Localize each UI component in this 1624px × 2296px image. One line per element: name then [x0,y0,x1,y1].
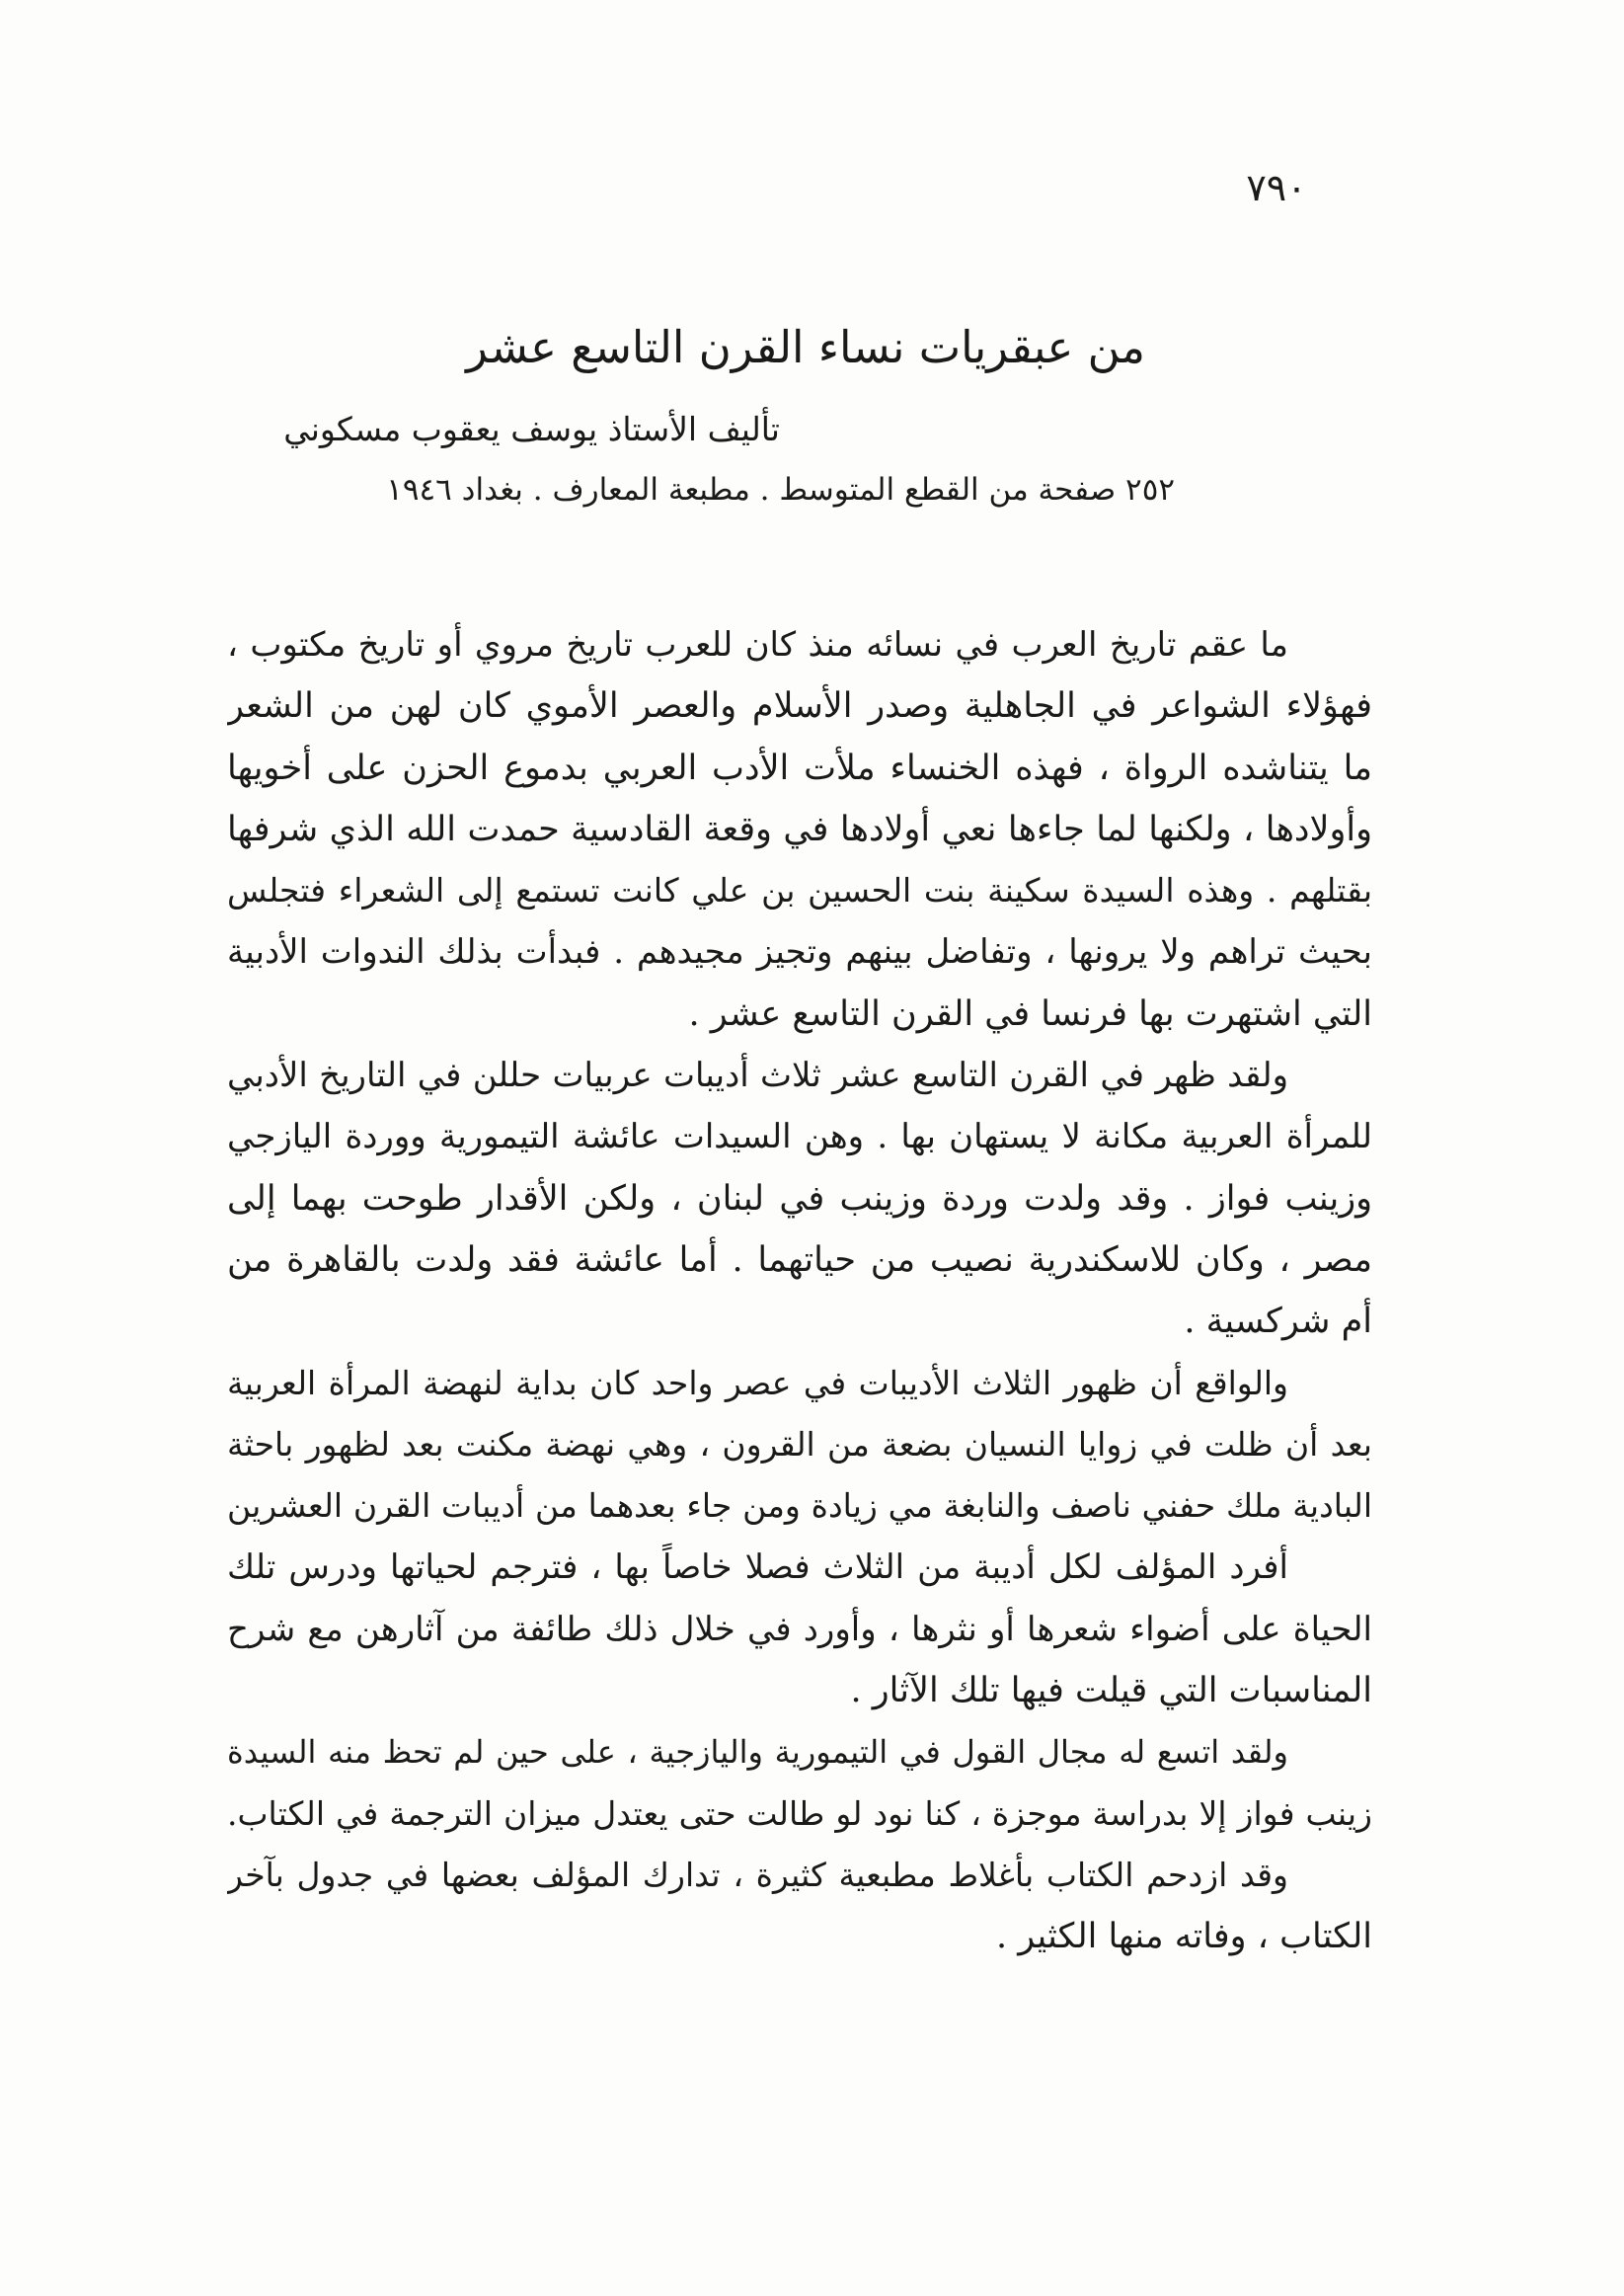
text-line: وزينب فواز . وقد ولدت وردة وزينب في لبنان ، ولكن الأقدار طوحت بهما إلى [227,1178,1372,1219]
text-line: ما يتناشده الرواة ، فهذه الخنساء ملأت الأدب العربي بدموع الحزن على أخويها [227,748,1372,788]
text-line: ولقد اتسع له مجال القول في التيمورية واليازجية ، على حين لم تحظ منه السيدة [227,1733,1289,1772]
text-line: الحياة على أضواء شعرها أو نثرها ، وأورد في خلال ذلك طائفة من آثارهن مع شرح [227,1609,1372,1649]
text-line: وأولادها ، ولكنها لما جاءها نعي أولادها في وقعة القادسية حمدت الله الذي شرفها [227,809,1372,849]
text-line: أم شركسية . [1184,1302,1372,1342]
review-body [227,614,1372,1968]
text-line: المناسبات التي قيلت فيها تلك الآثار . [850,1671,1372,1711]
text-line: للمرأة العربية مكانة لا يستهان بها . وهن السيدات عائشة التيمورية ووردة اليازجي [227,1117,1372,1157]
text-line: بحيث تراهم ولا يرونها ، وتفاضل بينهم وتجيز مجيدهم . فبدأت بذلك الندوات الأدبية [227,932,1372,973]
text-line: ولقد ظهر في القرن التاسع عشر ثلاث أديبات عربيات حللن في التاريخ الأدبي [227,1056,1288,1096]
text-line: فهؤلاء الشواعر في الجاهلية وصدر الأسلام والعصر الأموي كان لهن من الشعر [227,686,1372,727]
text-line: والواقع أن ظهور الثلاث الأديبات في عصر واحد كان بداية لنهضة المرأة العربية [227,1363,1288,1402]
text-line: التي اشتهرت بها فرنسا في القرن التاسع عشر . [688,993,1372,1034]
text-line: وقد ازدحم الكتاب بأغلاط مطبعية كثيرة ، تدارك المؤلف بعضها في جدول بآخر [227,1855,1288,1894]
text-line: ما عقم تاريخ العرب في نسائه منذ كان للعرب تاريخ مروي أو تاريخ مكتوب ، [227,625,1288,665]
text-line: الكتاب ، وفاته منها الكثير . [995,1917,1372,1957]
text-line: بعد أن ظلت في زوايا النسيان بضعة من القرون ، وهي نهضة مكنت بعد لظهور باحثة [227,1424,1372,1464]
text-line: بقتلهم . وهذه السيدة سكينة بنت الحسين بن علي كانت تستمع إلى الشعراء فتجلس [227,871,1372,910]
text-line: البادية ملك حفني ناصف والنابغة مي زيادة ومن جاء بعدهما من أديبات القرن العشرين [227,1486,1372,1526]
page-number: ٧٩٠ [1246,166,1307,209]
book-title: من عبقريات نساء القرن التاسع عشر [466,321,1145,373]
text-line: زينب فواز إلا بدراسة موجزة ، كنا نود لو طالت حتى يعتدل ميزان الترجمة في الكتاب. [227,1793,1372,1833]
text-line: مصر ، وكان للاسكندرية نصيب من حياتهما . أما عائشة فقد ولدت بالقاهرة من [227,1239,1372,1280]
book-author: تأليف الأستاذ يوسف يعقوب مسكوني [283,410,780,448]
publication-info: ٢٥٢ صفحة من القطع المتوسط . مطبعة المعارف . بغداد ١٩٤٦ [386,472,1175,508]
text-line: أفرد المؤلف لكل أديبة من الثلاث فصلا خاصاً بها ، فترجم لحياتها ودرس تلك [227,1547,1288,1588]
